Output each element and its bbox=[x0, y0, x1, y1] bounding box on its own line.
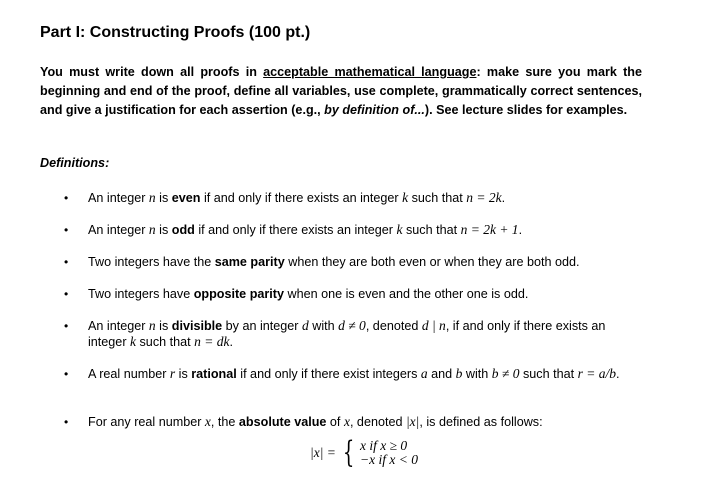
def-text: such that bbox=[408, 191, 467, 205]
def-text: is bbox=[155, 319, 172, 333]
section-title: Part I: Constructing Proofs (100 pt.) bbox=[40, 24, 311, 41]
definition-same-parity bbox=[64, 254, 644, 270]
math-var: x bbox=[204, 414, 211, 429]
def-text: if and only if there exists an integer bbox=[194, 223, 397, 237]
math-var: n bbox=[148, 318, 156, 333]
def-text: if and only if there exists an integer bbox=[200, 191, 403, 205]
def-text: and bbox=[427, 367, 456, 381]
math-var: d bbox=[301, 318, 309, 333]
definition-divisible bbox=[64, 318, 644, 350]
def-text: An integer bbox=[88, 319, 149, 333]
def-text: . bbox=[501, 191, 506, 205]
definition-absolute-value bbox=[64, 414, 644, 430]
def-text: Two integers have the bbox=[88, 255, 215, 269]
def-text: such that bbox=[519, 367, 578, 381]
def-text: of bbox=[326, 415, 344, 429]
def-term: even bbox=[171, 191, 201, 205]
def-text: is bbox=[155, 223, 172, 237]
def-text: , the bbox=[210, 415, 239, 429]
def-text: if and only if there exist integers bbox=[236, 367, 421, 381]
def-text: An integer bbox=[88, 191, 149, 205]
left-brace-icon: { bbox=[342, 435, 355, 470]
formula-case-1: x if x ≥ 0 bbox=[360, 438, 408, 453]
def-text: with bbox=[462, 367, 492, 381]
def-text: A real number bbox=[88, 367, 170, 381]
math-expr: d | n bbox=[421, 318, 446, 333]
math-var: b bbox=[455, 366, 463, 381]
math-expr: r = a/b bbox=[577, 366, 616, 381]
math-var: k bbox=[402, 190, 409, 205]
math-expr: b ≠ 0 bbox=[491, 366, 520, 381]
def-text: , is defined as follows: bbox=[419, 415, 543, 429]
formula-cases bbox=[360, 439, 418, 467]
formula-lhs: |x| = bbox=[310, 445, 336, 460]
def-term: same parity bbox=[214, 255, 285, 269]
definition-odd bbox=[64, 222, 644, 238]
def-text: is bbox=[175, 367, 192, 381]
bullet-icon: • bbox=[64, 191, 69, 205]
intro-italic-text: by definition of... bbox=[324, 103, 425, 118]
def-text: An integer bbox=[88, 223, 149, 237]
math-expr: d ≠ 0 bbox=[338, 318, 366, 333]
definition-rational bbox=[64, 366, 644, 382]
intro-text-2: : make sure you mark the beginning and end of the proof, define all variables, use complete, grammatically correct sentences, and give a justification for each assertion (e.g., bbox=[40, 65, 642, 118]
math-var: k bbox=[396, 222, 403, 237]
bullet-icon: • bbox=[64, 415, 69, 429]
math-expr: n = dk bbox=[194, 334, 230, 349]
def-text: . bbox=[229, 335, 233, 349]
absolute-value-formula bbox=[310, 436, 418, 470]
bullet-icon: • bbox=[64, 255, 69, 269]
math-var: n bbox=[148, 190, 156, 205]
intro-text-3: ). See lecture slides for examples. bbox=[424, 103, 628, 118]
math-expr: n = 2k bbox=[466, 190, 502, 205]
def-term: rational bbox=[191, 367, 237, 381]
bullet-icon: • bbox=[64, 367, 69, 381]
def-text: . bbox=[615, 367, 620, 381]
def-text: , denoted bbox=[349, 415, 406, 429]
def-text: such that bbox=[136, 335, 195, 349]
def-text: , denoted bbox=[365, 319, 422, 333]
intro-paragraph bbox=[40, 63, 642, 121]
def-term: opposite parity bbox=[193, 287, 284, 301]
def-term: odd bbox=[171, 223, 195, 237]
bullet-icon: • bbox=[64, 223, 69, 237]
math-var: r bbox=[169, 366, 176, 381]
math-expr: n = 2k + 1 bbox=[460, 222, 519, 237]
intro-text-1: You must write down all proofs in bbox=[40, 65, 264, 79]
def-text: such that bbox=[402, 223, 461, 237]
math-var: a bbox=[420, 366, 428, 381]
math-var: k bbox=[130, 334, 137, 349]
definition-even bbox=[64, 190, 644, 206]
def-text: when they are both even or when they are both odd. bbox=[284, 255, 580, 269]
def-text: with bbox=[308, 319, 339, 333]
formula-case-2: −x if x < 0 bbox=[360, 452, 418, 467]
math-var: n bbox=[148, 222, 156, 237]
def-text: when one is even and the other one is odd. bbox=[283, 287, 529, 301]
bullet-icon: • bbox=[64, 287, 69, 301]
def-text: Two integers have bbox=[88, 287, 194, 301]
def-text: by an integer bbox=[222, 319, 302, 333]
math-expr: |x| bbox=[405, 414, 420, 429]
def-text: . bbox=[518, 223, 523, 237]
def-term: divisible bbox=[171, 319, 223, 333]
definition-opposite-parity bbox=[64, 286, 644, 302]
def-text: , if and only if there exists an integer bbox=[88, 319, 606, 349]
bullet-icon: • bbox=[64, 319, 69, 333]
definitions-heading: Definitions: bbox=[40, 156, 110, 170]
def-text: is bbox=[155, 191, 172, 205]
intro-underlined-text: acceptable mathematical language bbox=[263, 65, 477, 79]
def-term: absolute value bbox=[238, 415, 327, 429]
math-var: x bbox=[343, 414, 350, 429]
def-text: For any real number bbox=[88, 415, 205, 429]
